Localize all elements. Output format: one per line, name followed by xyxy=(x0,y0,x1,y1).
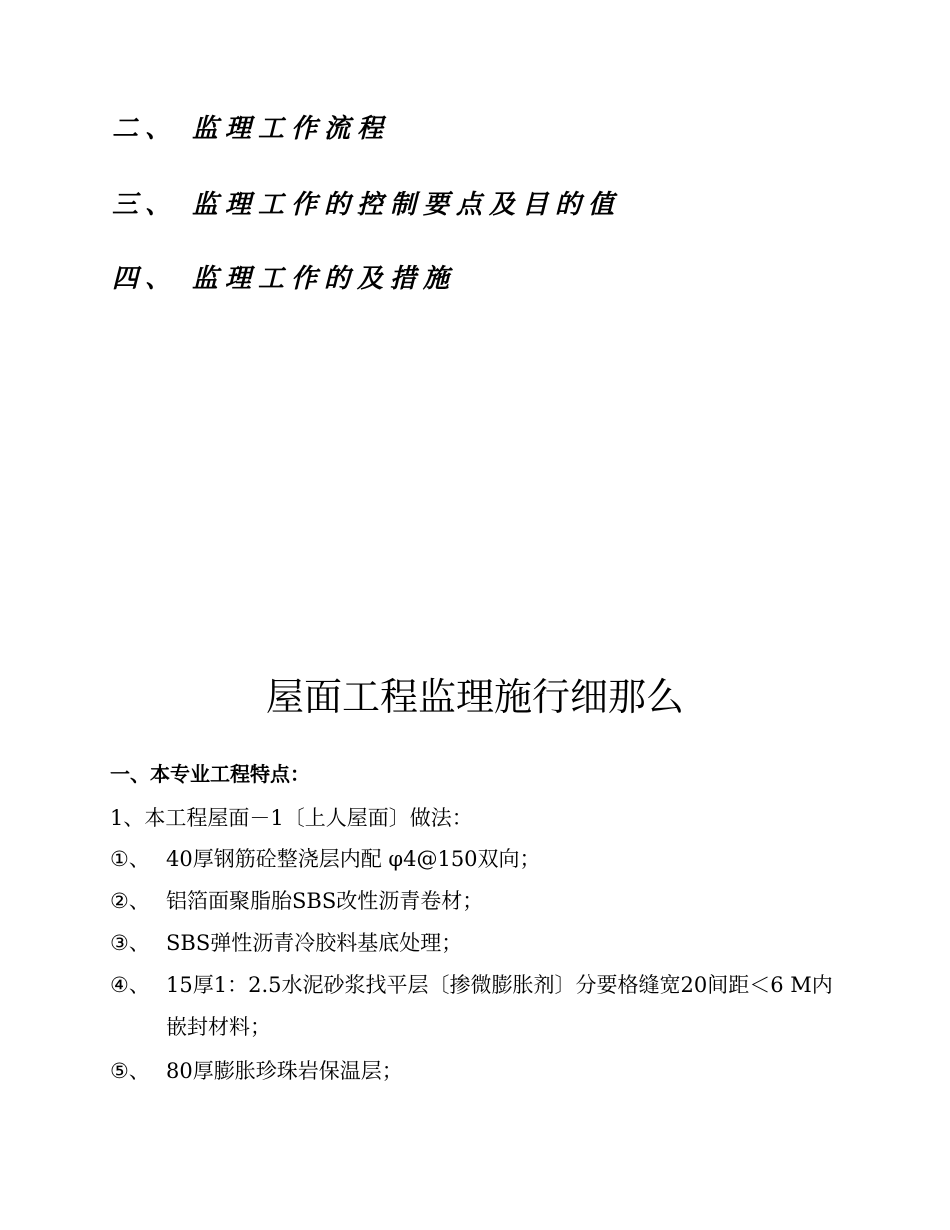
toc-text: 监理工作流程 xyxy=(192,114,391,144)
list-item-marker: ①、 xyxy=(110,847,150,871)
toc-number: 三、 xyxy=(112,190,179,220)
intro-paragraph: 1、本工程屋面－1〔上人屋面〕做法： xyxy=(110,806,473,830)
list-item-marker: ②、 xyxy=(110,889,150,913)
list-item-text: 铝箔面聚脂胎SBS改性沥青卷材； xyxy=(166,889,484,913)
list-item-text: SBS弹性沥青冷胶料基底处理； xyxy=(166,931,463,955)
toc-item-2 xyxy=(112,112,390,146)
list-item-marker: ④、 xyxy=(110,973,150,997)
document-title: 屋面工程监理施行细那么 xyxy=(265,675,684,719)
section-heading: 一、本专业工程特点： xyxy=(110,762,310,786)
toc-item-4 xyxy=(112,262,456,296)
list-item-marker: ③、 xyxy=(110,931,150,955)
list-item xyxy=(110,1050,850,1092)
list-item-text: 40厚钢筋砼整浇层内配 φ4@150双向； xyxy=(166,847,541,871)
toc-text: 监理工作的及措施 xyxy=(192,264,457,294)
list-item-marker: ⑤、 xyxy=(110,1059,150,1083)
list-item xyxy=(110,922,850,964)
list-item-text: 15厚1：2.5水泥砂浆找平层〔掺微膨胀剂〕分要格缝宽20间距＜6 M内嵌封材料； xyxy=(166,973,833,1039)
list-item xyxy=(110,964,850,1048)
list-item xyxy=(110,838,850,880)
toc-number: 四、 xyxy=(112,264,179,294)
toc-text: 监理工作的控制要点及目的值 xyxy=(192,190,622,220)
list-item xyxy=(110,880,850,922)
list-item-text: 80厚膨胀珍珠岩保温层； xyxy=(166,1059,403,1083)
toc-number: 二、 xyxy=(112,114,179,144)
toc-item-3 xyxy=(112,188,621,222)
